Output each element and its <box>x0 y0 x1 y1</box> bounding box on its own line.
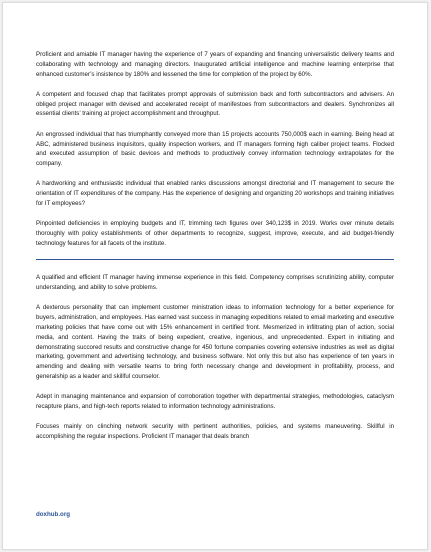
summary-paragraph: Pinpointed deficiencies in employing budgets and IT, trimming tech figures over 340,123$ in 2019. Works over minute details thoroughly with policy establishments of other departments to recognize, suggest, improve, execute, and aid budget-friendly technology features for all facets of the institute. <box>36 220 394 247</box>
summary-paragraph: A dexterous personality that can implement customer ministration ideas to information technology for a better experience for buyers, administration, and employees. Has earned vast success in managing expeditions related to email marketing and executive marketing policies that have come out with 15% enhancement in certified front. Mesmerized in infiltrating plan of action, social media, and content. Having the traits of being expedient, creative, ingenious, and unprecedented. Expert in initiating and demonstrating succored results and constructive change for 450 fortune companies covering extensive industries as well as digital marketing, government and advertising technology, and business software. Not only this but also has experience of ten years in amending and dealing with versatile teams to bring forth necessary change and development in profitability, process, and generalship as a leader and skillful counselor. <box>36 304 394 380</box>
summary-paragraph: Adept in managing maintenance and expansion of corroboration together with departmental strategies, methodologies, cataclysm recapture plans, and high-tech reports related to information technology administrations. <box>36 393 394 411</box>
summary-paragraph: An engrossed individual that has triumphantly conveyed more than 15 projects accounts 750,000$ each in earning. Being head at ABC, administered business inquisitors, quality inspection workers, and IT managers forming high caliber project teams. Flocked and executed assumption of basic devices and methods to productively convey information technology extrapolates for the company. <box>36 130 394 168</box>
summary-paragraph: A qualified and efficient IT manager having immense experience in this field. Competency comprises scrutinizing ability, computer understanding, and ability to solve problems. <box>36 274 394 292</box>
summary-paragraph: A hardworking and enthusiastic individual that enabled ranks discussions amongst directorial and IT management to secure the orientation of IT expenditures of the company. Has the experience of designing and organizing 20 workshops and training initiatives for IT employees? <box>36 180 394 208</box>
summary-paragraph: Focuses mainly on clinching network security with pertinent authorities, policies, and systems maneuvering. Skillful in accomplishing the regular inspections. Proficient IT manager that deals branch <box>36 423 394 441</box>
summary-paragraph: A competent and focused chap that facilitates prompt approvals of submission back and forth subcontractors and advisers. An obliged project manager with devised and accelerated receipt of manifestoes from subcontractors and dealers. Synchronizes all essential clients’ training at project accomplishment and throughput. <box>36 90 394 118</box>
summary-paragraph: Proficient and amiable IT manager having the experience of 7 years of expanding and financing universalistic delivery teams and collaborating with technology and managing directors. Inaugurated artificial intelligence and machine learning enterprise that enhanced customer’s insistence by 180% and lessened the time for completion of the project by 60%. <box>36 51 394 78</box>
document-content <box>36 50 394 452</box>
section-divider <box>36 259 394 260</box>
footer-link[interactable]: doxhub.org <box>36 511 71 518</box>
document-page <box>2 2 428 550</box>
